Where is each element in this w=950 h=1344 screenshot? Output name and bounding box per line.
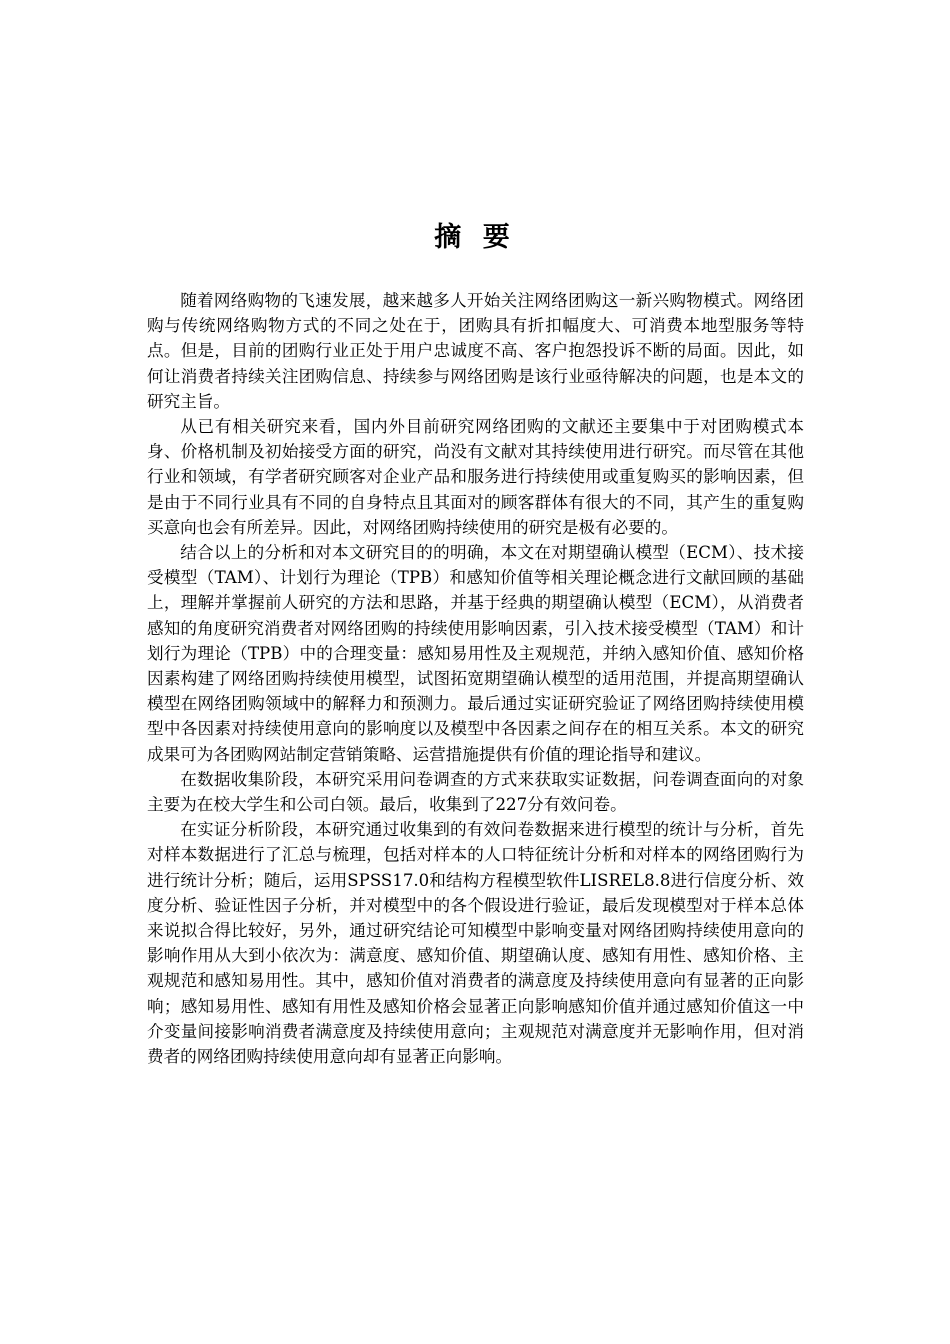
paragraph-1: 随着网络购物的飞速发展，越来越多人开始关注网络团购这一新兴购物模式。网络团购与传统网络购物方式的不同之处在于，团购具有折扣幅度大、可消费本地型服务等特点。但是，目前的团购行业正处于用户忠诚度不高、客户抱怨投诉不断的局面。因此，如何让消费者持续关注团购信息、持续参与网络团购是该行业亟待解决的问题，也是本文的研究主旨。: [147, 291, 804, 411]
paragraph-3: 结合以上的分析和对本文研究目的的明确，本文在对期望确认模型（ECM）、技术接受模型（TAM）、计划行为理论（TPB）和感知价值等相关理论概念进行文献回顾的基础上，理解并掌握前人研究的方法和思路，并基于经典的期望确认模型（ECM），从消费者感知的角度研究消费者对网络团购的持续使用影响因素，引入技术接受模型（TAM）和计划行为理论（TPB）中的合理变量：感知易用性及主观规范，并纳入感知价值、感知价格因素构建了网络团购持续使用模型，试图拓宽期望确认模型的适用范围，并提高期望确认模型在网络团购领域中的解释力和预测力。最后通过实证研究验证了网络团购持续使用模型中各因素对持续使用意向的影响度以及模型中各因素之间存在的相互关系。本文的研究成果可为各团购网站制定营销策略、运营措施提供有价值的理论指导和建议。: [147, 543, 804, 764]
abstract-body: [147, 288, 804, 1069]
paragraph-4: 在数据收集阶段，本研究采用问卷调查的方式来获取实证数据，问卷调查面向的对象主要为在校大学生和公司白领。最后，收集到了227分有效问卷。: [147, 769, 804, 815]
paragraph-5: 在实证分析阶段，本研究通过收集到的有效问卷数据来进行模型的统计与分析，首先对样本数据进行了汇总与梳理，包括对样本的人口特征统计分析和对样本的网络团购行为进行统计分析；随后，运用SPSS17.0和结构方程模型软件LISREL8.8进行信度分析、效度分析、验证性因子分析，并对模型中的各个假设进行验证，最后发现模型对于样本总体来说拟合得比较好，另外，通过研究结论可知模型中影响变量对网络团购持续使用意向的影响作用从大到小依次为：满意度、感知价值、期望确认度、感知有用性、感知价格、主观规范和感知易用性。其中，感知价值对消费者的满意度及持续使用意向有显著的正向影响；感知易用性、感知有用性及感知价格会显著正向影响感知价值并通过感知价值这一中介变量间接影响消费者满意度及持续使用意向；主观规范对满意度并无影响作用，但对消费者的网络团购持续使用意向却有显著正向影响。: [147, 820, 804, 1067]
paragraph-2: 从已有相关研究来看，国内外目前研究网络团购的文献还主要集中于对团购模式本身、价格机制及初始接受方面的研究，尚没有文献对其持续使用进行研究。而尽管在其他行业和领域，有学者研究顾客对企业产品和服务进行持续使用或重复购买的影响因素，但是由于不同行业具有不同的自身特点且其面对的顾客群体有很大的不同，其产生的重复购买意向也会有所差异。因此，对网络团购持续使用的研究是极有必要的。: [147, 417, 804, 537]
abstract-title: 摘 要: [434, 222, 516, 253]
